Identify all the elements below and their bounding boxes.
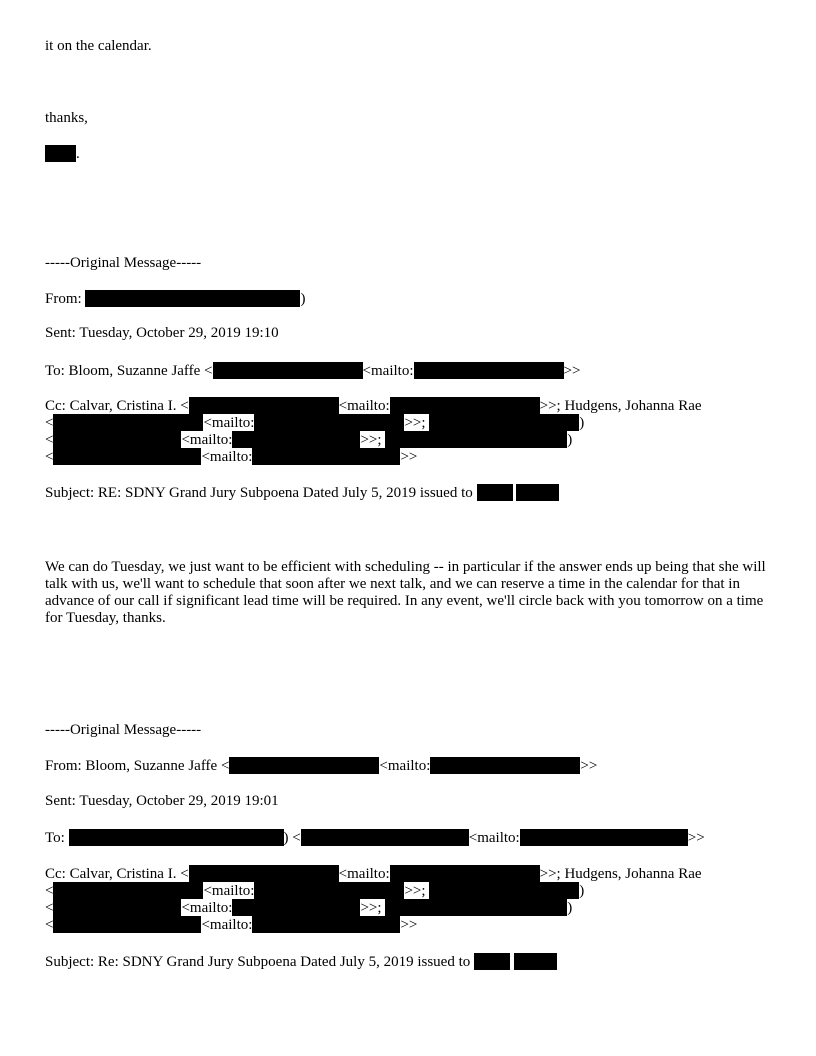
redaction-box	[254, 414, 404, 431]
redaction-box	[252, 448, 400, 465]
redaction-box	[254, 882, 404, 899]
redaction-box	[301, 829, 469, 846]
signature: .	[45, 145, 80, 163]
cc-line: < <mailto: >>; )	[45, 415, 585, 431]
redaction-box	[189, 865, 339, 882]
redaction-box	[53, 414, 203, 431]
redaction-box	[232, 899, 360, 916]
redaction-box	[53, 431, 181, 448]
redaction-box	[252, 916, 400, 933]
original-message-header: -----Original Message-----	[45, 255, 202, 271]
subject-line: Subject: RE: SDNY Grand Jury Subpoena Dated July 5, 2019 issued to	[45, 484, 559, 502]
redaction-box	[390, 865, 540, 882]
redaction-box	[390, 397, 540, 414]
cc-line: < <mailto: >>	[45, 917, 418, 933]
cc-line: < <mailto: >>; )	[45, 900, 573, 916]
redaction-box	[53, 916, 201, 933]
subject-line: Subject: Re: SDNY Grand Jury Subpoena Dated July 5, 2019 issued to	[45, 953, 557, 971]
redaction-box	[477, 484, 513, 501]
redaction-box	[69, 829, 284, 846]
cc-line: < <mailto: >>	[45, 449, 418, 465]
redaction-box	[53, 899, 181, 916]
cc-line: Cc: Calvar, Cristina I. < <mailto: >>; Hudgens, Johanna Rae	[45, 398, 702, 414]
email-body: We can do Tuesday, we just want to be efficient with scheduling -- in particular if the answer ends up being that she will talk with us, we'll want to schedule that soon after we next talk, and we can reserve a time in the calendar for that in advance of our call if significant lead time will be required. In any event, we'll circle back with you tomorrow on a time for Tuesday, thanks.	[45, 559, 766, 626]
redaction-box	[229, 757, 379, 774]
original-message-header: -----Original Message-----	[45, 722, 202, 738]
redaction-box	[430, 757, 580, 774]
to-line: To: ) < <mailto: >>	[45, 830, 705, 846]
redaction-box	[213, 362, 363, 379]
closing: thanks,	[45, 110, 88, 126]
redaction-box	[385, 431, 567, 448]
redaction-box	[514, 953, 557, 970]
from-line: From: Bloom, Suzanne Jaffe < <mailto: >>	[45, 758, 598, 774]
redaction-box	[45, 145, 76, 162]
redaction-box	[232, 431, 360, 448]
cc-line: < <mailto: >>; )	[45, 432, 573, 448]
redaction-box	[189, 397, 339, 414]
redaction-box	[414, 362, 564, 379]
sent-line: Sent: Tuesday, October 29, 2019 19:01	[45, 793, 279, 809]
redaction-box	[474, 953, 510, 970]
redaction-box	[516, 484, 559, 501]
redaction-box	[53, 448, 201, 465]
redaction-box	[520, 829, 688, 846]
cc-line: < <mailto: >>; )	[45, 883, 585, 899]
cc-line: Cc: Calvar, Cristina I. < <mailto: >>; Hudgens, Johanna Rae	[45, 866, 702, 882]
redaction-box	[53, 882, 203, 899]
to-line: To: Bloom, Suzanne Jaffe < <mailto: >>	[45, 363, 581, 379]
sent-line: Sent: Tuesday, October 29, 2019 19:10	[45, 325, 279, 341]
redaction-box	[429, 882, 579, 899]
redaction-box	[85, 290, 300, 307]
redaction-box	[429, 414, 579, 431]
from-line: From: )	[45, 291, 306, 307]
text-line: it on the calendar.	[45, 38, 152, 54]
redaction-box	[385, 899, 567, 916]
